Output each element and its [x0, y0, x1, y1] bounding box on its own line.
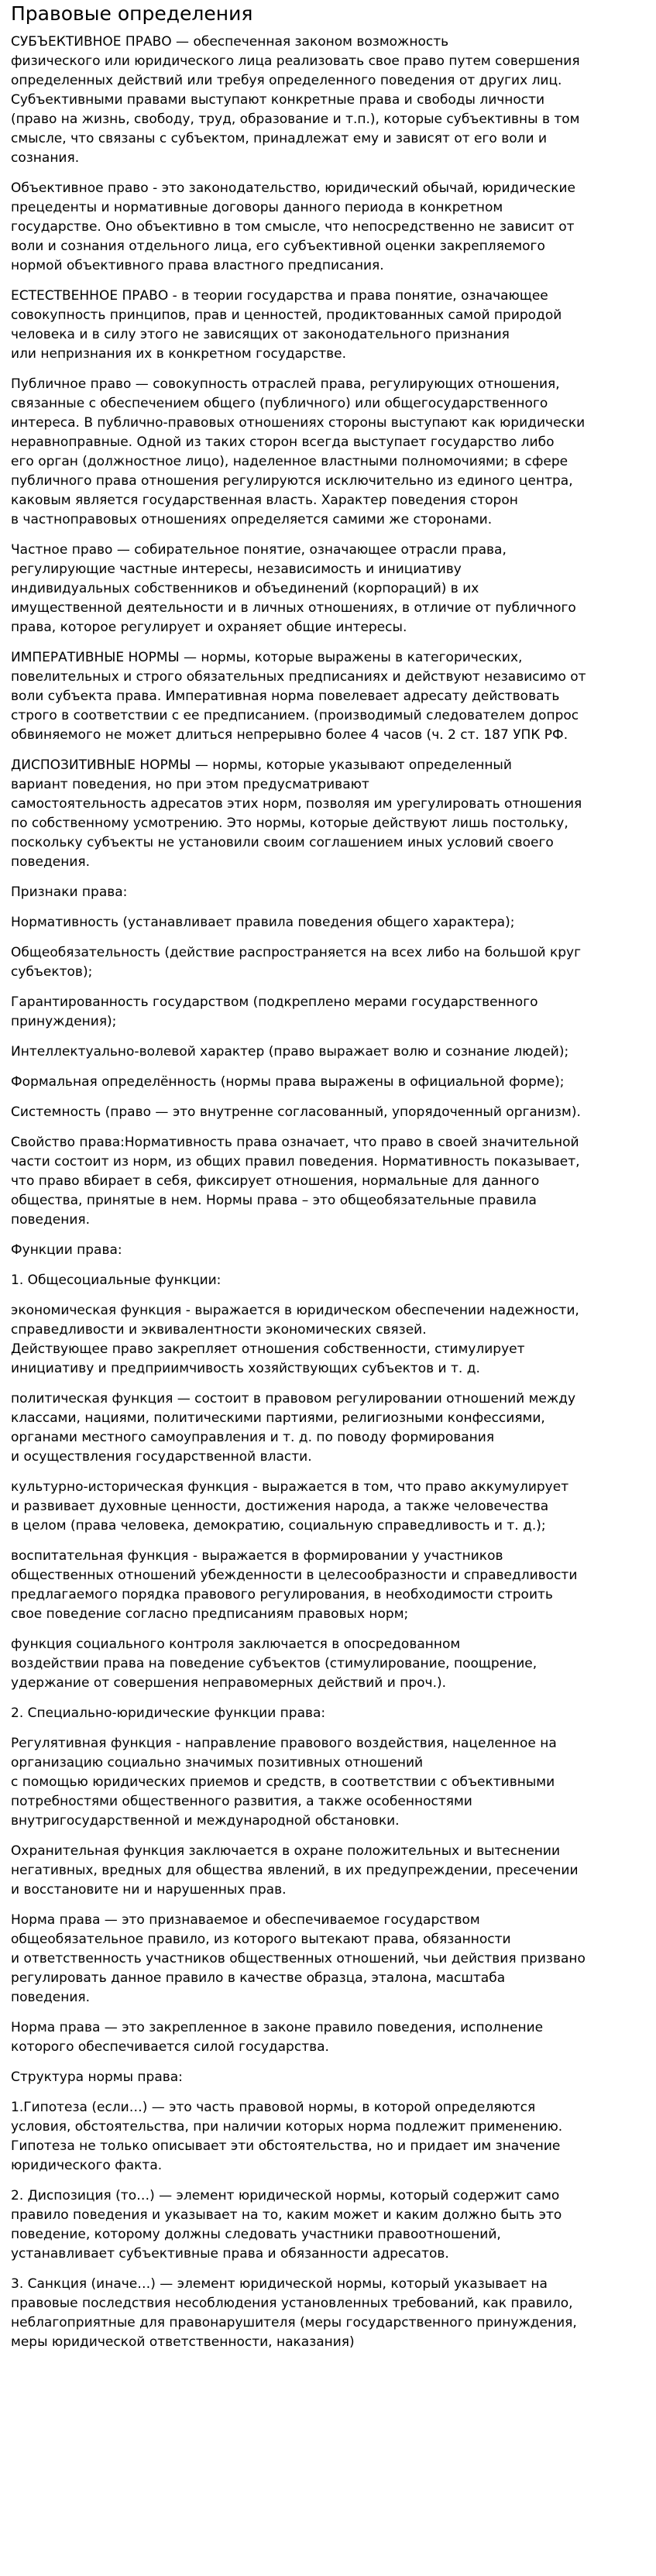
paragraph: ЕСТЕСТВЕННОЕ ПРАВО - в теории государства и права понятие, означающее совокупность принципов, прав и ценностей, продиктованных самой природой человека и в силу этого не зависящих от законодательного признания или непризнания их в конкретном государстве. — [11, 288, 562, 362]
paragraph: Норма права — это закрепленное в законе правило поведения, исполнение которого обеспечивается силой государства. — [11, 2020, 544, 2055]
paragraph: культурно-историческая функция - выражается в том, что право аккумулирует и развивает духовные ценности, достижения народа, а также человечества в целом (права человека, демократию, социальную справедливость и т. д.); — [11, 1479, 569, 1534]
paragraph: Формальная определённость (нормы права выражены в официальной форме); — [11, 1074, 565, 1090]
paragraph: Публичное право — совокупность отраслей права, регулирующих отношения, связанные с обеспечением общего (публичного) или общегосударственного интереса. В публично-правовых отношениях стороны выступают как юридически неравноправные. Одной из таких сторон всегда выступает государство либо его орган (должностное лицо), наделенное властными полномочиями; в сфере публичного права отношения регулируются исключительно из единого центра, каковым является государственная власть. Характер поведения сторон в частноправовых отношениях определяется самими же сторонами. — [11, 376, 586, 527]
paragraph: Структура нормы права: — [11, 2069, 183, 2085]
paragraph: Интеллектуально-волевой характер (право выражает волю и сознание людей); — [11, 1044, 569, 1060]
paragraph: Регулятивная функция - направление правового воздействия, нацеленное на организацию социально значимых позитивных отношений с помощью юридических приемов и средств, в соответствии с объективными потребностями общественного развития, а также особенностями внутригосударственной и международной обстановки. — [11, 1736, 557, 1829]
paragraph: Признаки права: — [11, 884, 128, 900]
paragraph: 2. Диспозиция (то…) — элемент юридической нормы, который содержит само правило поведения и указывает на то, каким может и каким должно быть это поведение, которому должны следовать участники правоотношений, устанавливает субъективные права и обязанности адресатов. — [11, 2188, 562, 2262]
paragraph: экономическая функция - выражается в юридическом обеспечении надежности, справедливости и эквивалентности экономических связей. Действующее право закрепляет отношения собственности, стимулирует инициативу и предприимчивость хозяйствующих субъектов и т. д. — [11, 1303, 579, 1376]
paragraph: политическая функция — состоит в правовом регулировании отношений между классами, нациями, политическими партиями, религиозными конфессиями, органами местного самоуправления и т. д. по поводу формирования и осуществления государственной власти. — [11, 1391, 576, 1465]
paragraph: 3. Санкция (иначе…) — элемент юридической нормы, который указывает на правовые последствия несоблюдения установленных требований, как правило, неблагоприятные для правонарушителя (меры государственного принуждения, меры юридической ответственности, наказания) — [11, 2276, 577, 2350]
paragraph: Частное право — собирательное понятие, означающее отрасли права, регулирующие частные интересы, независимость и инициативу индивидуальных собственников и объединений (корпораций) в их имущественной деятельности и в личных отношениях, в отличие от публичного права, которое регулирует и охраняет общие интересы. — [11, 542, 576, 635]
paragraph: воспитательная функция - выражается в формировании у участников общественных отношений убежденности в целесообразности и справедливости предлагаемого порядка правового регулирования, в необходимости строить свое поведение согласно предписаниям правовых норм; — [11, 1548, 578, 1622]
paragraph: 1.Гипотеза (если…) — это часть правовой нормы, в которой определяются условия, обстоятельства, при наличии которых норма подлежит применению. Гипотеза не только описывает эти обстоятельства, но и придает им значение юридического факта. — [11, 2100, 563, 2173]
paragraph: СУБЪЕКТИВНОЕ ПРАВО — обеспеченная законом возможность физического или юридического лица реализовать свое право путем совершения определенных действий или требуя определенного поведения от других лиц. Субъективными правами выступают конкретные права и свободы личности (право на жизнь, свободу, труд, образование и т.п.), которые субъективны в том смысле, что связаны с субъектом, принадлежат ему и зависят от его воли и сознания. — [11, 34, 580, 166]
paragraph: Общеобязательность (действие распространяется на всех либо на большой круг субъектов); — [11, 945, 582, 980]
document-body — [11, 33, 642, 2352]
paragraph: 1. Общесоциальные функции: — [11, 1273, 222, 1288]
paragraph: 2. Специально-юридические функции права: — [11, 1705, 326, 1721]
page-title: Правовые определения — [11, 2, 253, 25]
paragraph: Нормативность (устанавливает правила поведения общего характера); — [11, 915, 515, 930]
paragraph: Норма права — это признаваемое и обеспечиваемое государством общеобязательное правило, из которого вытекают права, обязанности и ответственность участников общественных отношений, чьи действия призвано регулировать данное правило в качестве образца, эталона, масштаба поведения. — [11, 1912, 586, 2005]
paragraph: Функции права: — [11, 1242, 122, 1258]
paragraph: функция социального контроля заключается в опосредованном воздействии права на поведение субъектов (стимулирование, поощрение, удержание от совершения неправомерных действий и проч.). — [11, 1637, 538, 1691]
paragraph: ДИСПОЗИТИВНЫЕ НОРМЫ — нормы, которые указывают определенный вариант поведения, но при этом предусматривают самостоятельность адресатов этих норм, позволяя им урегулировать отношения по собственному усмотрению. Это нормы, которые действуют лишь постольку, поскольку субъекты не установили своим соглашением иных условий своего поведения. — [11, 757, 582, 870]
paragraph: Системность (право — это внутренне согласованный, упорядоченный организм). — [11, 1104, 581, 1120]
paragraph: Объективное право - это законодательство, юридический обычай, юридические прецеденты и нормативные договоры данного периода в конкретном государстве. Оно объективно в том смысле, что непосредственно не зависит от воли и сознания отдельного лица, его субъективной оценки закрепляемого нормой объективного права властного предписания. — [11, 180, 575, 273]
paragraph: Свойство права:Нормативность права означает, что право в своей значительной части состоит из норм, из общих правил поведения. Нормативность показывает, что право вбирает в себя, фиксирует отношения, нормальные для данного общества, принятые в нем. Нормы права – это общеобязательные правила поведения. — [11, 1135, 580, 1228]
paragraph: ИМПЕРАТИВНЫЕ НОРМЫ — нормы, которые выражены в категорических, повелительных и строго обязательных предписаниях и действуют независимо от воли субъекта права. Императивная норма повелевает адресату действовать строго в соответствии с ее предписанием. (производимый следователем допрос обвиняемого не может длиться непрерывно более 4 часов (ч. 2 ст. 187 УПК РФ. — [11, 650, 586, 743]
paragraph: Охранительная функция заключается в охране положительных и вытеснении негативных, вредных для общества явлений, в их предупреждении, пресечении и восстановите ни и нарушенных прав. — [11, 1843, 579, 1898]
paragraph: Гарантированность государством (подкреплено мерами государственного принуждения); — [11, 994, 538, 1029]
